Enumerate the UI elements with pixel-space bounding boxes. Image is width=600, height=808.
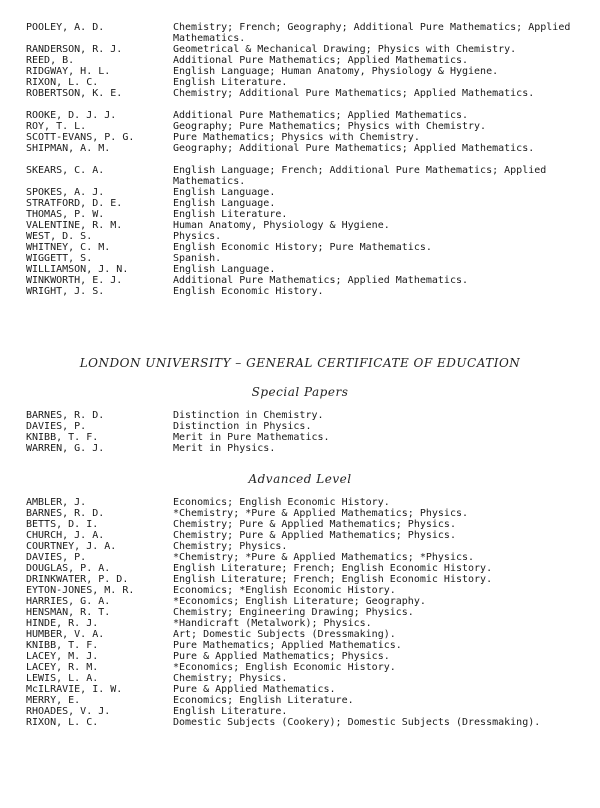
subjects-passed: English Language. bbox=[173, 198, 276, 209]
list-item bbox=[0, 629, 600, 640]
list-item bbox=[0, 220, 600, 231]
subjects-passed: Pure & Applied Mathematics; Physics. bbox=[173, 651, 390, 662]
list-item bbox=[0, 717, 600, 739]
subjects-passed: Distinction in Physics. bbox=[173, 421, 312, 432]
candidate-name: LACEY, M. J. bbox=[26, 651, 99, 662]
candidate-name: HINDE, R. J. bbox=[26, 618, 99, 629]
list-item bbox=[0, 410, 600, 421]
candidate-name: SHIPMAN, A. M. bbox=[26, 143, 111, 154]
subjects-passed: Pure Mathematics; Physics with Chemistry. bbox=[173, 132, 420, 143]
subjects-passed: Chemistry; Physics. bbox=[173, 541, 288, 552]
list-item bbox=[0, 55, 600, 66]
list-item bbox=[0, 88, 600, 110]
candidate-name: RIDGWAY, H. L. bbox=[26, 66, 111, 77]
list-item bbox=[0, 66, 600, 77]
subjects-passed: *Economics; English Economic History. bbox=[173, 662, 396, 673]
subjects-passed: English Language. bbox=[173, 187, 276, 198]
list-item bbox=[0, 110, 600, 121]
subjects-passed: Economics; *English Economic History. bbox=[173, 585, 396, 596]
candidate-name: SKEARS, C. A. bbox=[26, 165, 105, 176]
subjects-passed: English Economic History; Pure Mathematics. bbox=[173, 242, 432, 253]
results-list-continued bbox=[0, 22, 600, 297]
list-item bbox=[0, 264, 600, 275]
candidate-name: REED, B. bbox=[26, 55, 75, 66]
list-item bbox=[0, 165, 600, 187]
list-item bbox=[0, 695, 600, 706]
candidate-name: RHOADES, V. J. bbox=[26, 706, 111, 717]
subjects-passed: *Economics; English Literature; Geography. bbox=[173, 596, 426, 607]
candidate-name: ROOKE, D. J. J. bbox=[26, 110, 117, 121]
candidate-name: MERRY, E. bbox=[26, 695, 81, 706]
candidate-name: RIXON, L. C. bbox=[26, 77, 99, 88]
list-item bbox=[0, 187, 600, 198]
list-item bbox=[0, 684, 600, 695]
candidate-name: AMBLER, J. bbox=[26, 497, 87, 508]
candidate-name: CHURCH, J. A. bbox=[26, 530, 105, 541]
list-item bbox=[0, 231, 600, 242]
list-item bbox=[0, 253, 600, 264]
list-item bbox=[0, 286, 600, 297]
subjects-passed: Geography; Pure Mathematics; Physics with Chemistry. bbox=[173, 121, 487, 132]
subjects-passed: Additional Pure Mathematics; Applied Mathematics. bbox=[173, 275, 469, 286]
list-item bbox=[0, 443, 600, 454]
list-item bbox=[0, 596, 600, 607]
candidate-name: VALENTINE, R. M. bbox=[26, 220, 123, 231]
subjects-passed: Additional Pure Mathematics; Applied Mathematics. bbox=[173, 55, 469, 66]
list-item bbox=[0, 22, 600, 44]
candidate-name: HENSMAN, R. T. bbox=[26, 607, 111, 618]
subjects-passed: Spanish. bbox=[173, 253, 222, 264]
candidate-name: BETTS, D. I. bbox=[26, 519, 99, 530]
candidate-name: ROBERTSON, K. E. bbox=[26, 88, 123, 99]
candidate-name: WHITNEY, C. M. bbox=[26, 242, 111, 253]
subjects-passed: English Literature. bbox=[173, 77, 288, 88]
subjects-passed: Additional Pure Mathematics; Applied Mathematics. bbox=[173, 110, 469, 121]
candidate-name: ROY, T. L. bbox=[26, 121, 87, 132]
list-item bbox=[0, 508, 600, 519]
list-item bbox=[0, 198, 600, 209]
subjects-passed: English Literature. bbox=[173, 706, 288, 717]
candidate-name: STRATFORD, D. E. bbox=[26, 198, 123, 209]
candidate-name: SPOKES, A. J. bbox=[26, 187, 105, 198]
candidate-name: DOUGLAS, P. A. bbox=[26, 563, 111, 574]
list-item bbox=[0, 44, 600, 55]
candidate-name: WEST, D. S. bbox=[26, 231, 93, 242]
list-item bbox=[0, 121, 600, 132]
subjects-passed: English Economic History. bbox=[173, 286, 324, 297]
list-item bbox=[0, 275, 600, 286]
list-item bbox=[0, 497, 600, 508]
advanced-level-heading: Advanced Level bbox=[248, 472, 352, 486]
list-item bbox=[0, 132, 600, 143]
candidate-name: WRIGHT, J. S. bbox=[26, 286, 105, 297]
subjects-passed: Chemistry; Physics. bbox=[173, 673, 288, 684]
subjects-passed: *Handicraft (Metalwork); Physics. bbox=[173, 618, 372, 629]
candidate-name: KNIBB, T. F. bbox=[26, 432, 99, 443]
candidate-name: DAVIES, P. bbox=[26, 552, 87, 563]
subjects-passed: Physics. bbox=[173, 231, 222, 242]
subjects-passed: Chemistry; Additional Pure Mathematics; Applied Mathematics. bbox=[173, 88, 535, 99]
subjects-passed: *Chemistry; *Pure & Applied Mathematics; Physics. bbox=[173, 508, 469, 519]
subjects-passed: Geography; Additional Pure Mathematics; Applied Mathematics. bbox=[173, 143, 535, 154]
subjects-passed: Economics; English Literature. bbox=[173, 695, 354, 706]
list-item bbox=[0, 242, 600, 253]
list-item bbox=[0, 77, 600, 88]
subjects-passed: English Literature; French; English Economic History. bbox=[173, 574, 493, 585]
list-item bbox=[0, 552, 600, 563]
list-item bbox=[0, 541, 600, 552]
list-item bbox=[0, 662, 600, 673]
subjects-passed: *Chemistry; *Pure & Applied Mathematics; *Physics. bbox=[173, 552, 475, 563]
subjects-passed: English Language; French; Additional Pure Mathematics; Applied Mathematics. bbox=[173, 165, 547, 187]
special-papers-heading: Special Papers bbox=[251, 385, 349, 399]
candidate-name: BARNES, R. D. bbox=[26, 410, 105, 421]
list-item bbox=[0, 143, 600, 165]
advanced-level-list bbox=[0, 497, 600, 739]
subjects-passed: Merit in Pure Mathematics. bbox=[173, 432, 330, 443]
candidate-name: WINKWORTH, E. J. bbox=[26, 275, 123, 286]
candidate-name: LACEY, R. M. bbox=[26, 662, 99, 673]
list-item bbox=[0, 640, 600, 651]
subjects-passed: Merit in Physics. bbox=[173, 443, 276, 454]
candidate-name: SCOTT-EVANS, P. G. bbox=[26, 132, 135, 143]
subjects-passed: Chemistry; Engineering Drawing; Physics. bbox=[173, 607, 414, 618]
list-item bbox=[0, 421, 600, 432]
subjects-passed: Geometrical & Mechanical Drawing; Physics with Chemistry. bbox=[173, 44, 517, 55]
candidate-name: DAVIES, P. bbox=[26, 421, 87, 432]
list-item bbox=[0, 618, 600, 629]
subjects-passed: Art; Domestic Subjects (Dressmaking). bbox=[173, 629, 396, 640]
subjects-passed: Domestic Subjects (Cookery); Domestic Subjects (Dressmaking). bbox=[173, 717, 541, 728]
candidate-name: WILLIAMSON, J. N. bbox=[26, 264, 129, 275]
subjects-passed: English Literature. bbox=[173, 209, 288, 220]
subjects-passed: English Literature; French; English Economic History. bbox=[173, 563, 493, 574]
list-item bbox=[0, 530, 600, 541]
subjects-passed: Pure & Applied Mathematics. bbox=[173, 684, 336, 695]
candidate-name: BARNES, R. D. bbox=[26, 508, 105, 519]
candidate-name: LEWIS, L. A. bbox=[26, 673, 99, 684]
candidate-name: THOMAS, P. W. bbox=[26, 209, 105, 220]
list-item bbox=[0, 607, 600, 618]
list-item bbox=[0, 563, 600, 574]
candidate-name: POOLEY, A. D. bbox=[26, 22, 105, 33]
candidate-name: WARREN, G. J. bbox=[26, 443, 105, 454]
list-item bbox=[0, 651, 600, 662]
candidate-name: RANDERSON, R. J. bbox=[26, 44, 123, 55]
candidate-name: EYTON-JONES, M. R. bbox=[26, 585, 135, 596]
subjects-passed: Pure Mathematics; Applied Mathematics. bbox=[173, 640, 402, 651]
candidate-name: KNIBB, T. F. bbox=[26, 640, 99, 651]
list-item bbox=[0, 209, 600, 220]
list-item bbox=[0, 673, 600, 684]
subjects-passed: English Language. bbox=[173, 264, 276, 275]
subjects-passed: Distinction in Chemistry. bbox=[173, 410, 324, 421]
subjects-passed: Chemistry; Pure & Applied Mathematics; Physics. bbox=[173, 530, 456, 541]
special-papers-list bbox=[0, 410, 600, 454]
subjects-passed: Chemistry; French; Geography; Additional Pure Mathematics; Applied Mathematics. bbox=[173, 22, 571, 44]
candidate-name: COURTNEY, J. A. bbox=[26, 541, 117, 552]
list-item bbox=[0, 574, 600, 585]
subjects-passed: English Language; Human Anatomy, Physiology & Hygiene. bbox=[173, 66, 499, 77]
candidate-name: DRINKWATER, P. D. bbox=[26, 574, 129, 585]
candidate-name: HUMBER, V. A. bbox=[26, 629, 105, 640]
subjects-passed: Human Anatomy, Physiology & Hygiene. bbox=[173, 220, 390, 231]
candidate-name: WIGGETT, S. bbox=[26, 253, 93, 264]
list-item bbox=[0, 706, 600, 717]
subjects-passed: Chemistry; Pure & Applied Mathematics; Physics. bbox=[173, 519, 456, 530]
candidate-name: HARRIES, G. A. bbox=[26, 596, 111, 607]
subjects-passed: Economics; English Economic History. bbox=[173, 497, 390, 508]
main-heading: LONDON UNIVERSITY – GENERAL CERTIFICATE OF EDUCATION bbox=[79, 356, 521, 370]
list-item bbox=[0, 432, 600, 443]
list-item bbox=[0, 519, 600, 530]
list-item bbox=[0, 585, 600, 596]
candidate-name: RIXON, L. C. bbox=[26, 717, 99, 728]
candidate-name: McILRAVIE, I. W. bbox=[26, 684, 123, 695]
